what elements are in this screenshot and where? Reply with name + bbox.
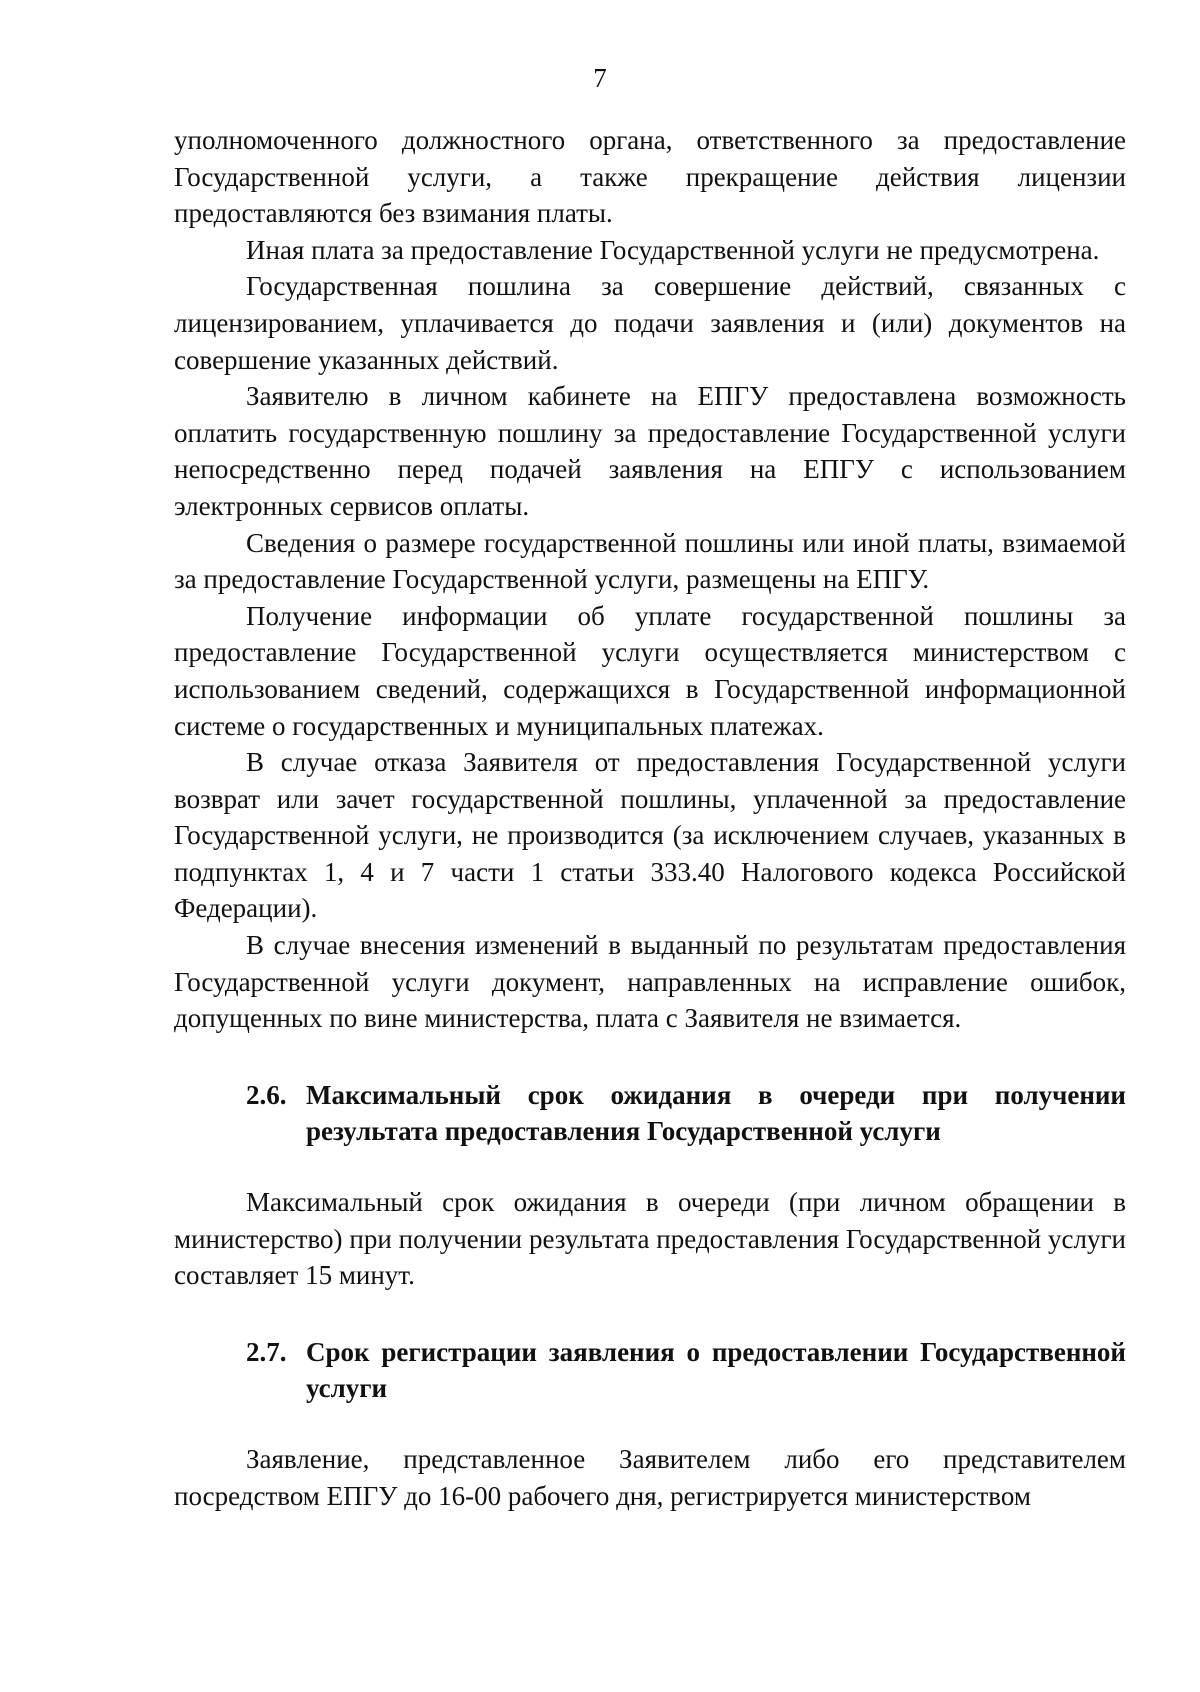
page-number: 7 xyxy=(593,63,607,93)
section-2-7-number: 2.7. xyxy=(246,1336,287,1367)
section-spacer xyxy=(174,1150,1126,1184)
section-2-6-heading xyxy=(174,1077,1126,1150)
paragraph-fee-exemption: уполномоченного должностного органа, ответственного за предоставление Государственной услуги, а также прекращение действия лицензии предоставляются без взимания платы. xyxy=(174,125,1126,229)
section-spacer xyxy=(174,1294,1126,1334)
document-body xyxy=(174,122,1126,1514)
paragraph-state-duty: Государственная пошлина за совершение действий, связанных с лицензированием, уплачивается до подачи заявления и (или) документов на совершение указанных действий. xyxy=(174,271,1126,375)
paragraph-payment-verification: Получение информации об уплате государственной пошлины за предоставление Государственной услуги осуществляется министерством с использованием сведений, содержащихся в Государственной информационной системе о государственных и муниципальных платежах. xyxy=(174,600,1126,741)
section-spacer xyxy=(174,1407,1126,1441)
section-2-7-title: Срок регистрации заявления о предоставлении Государственной услуги xyxy=(306,1336,1126,1404)
paragraph-online-payment: Заявителю в личном кабинете на ЕПГУ предоставлена возможность оплатить государственную пошлину за предоставление Государственной услуги непосредственно перед подачей заявления на ЕПГУ с использованием электронных сервисов оплаты. xyxy=(174,381,1126,521)
section-2-6-title: Максимальный срок ожидания в очереди при получении результата предоставления Государственной услуги xyxy=(306,1079,1126,1147)
section-2-7-body: Заявление, представленное Заявителем либо его представителем посредством ЕПГУ до 16-00 рабочего дня, регистрируется министерством xyxy=(174,1444,1126,1511)
section-spacer xyxy=(174,1037,1126,1077)
paragraph-refund-policy: В случае отказа Заявителя от предоставления Государственной услуги возврат или зачет государственной пошлины, уплаченной за предоставление Государственной услуги, не производится (за исключением случаев, указанных в подпунктах 1, 4 и 7 части 1 статьи 333.40 Налогового кодекса Российской Федерации). xyxy=(174,747,1126,924)
section-2-6-body: Максимальный срок ожидания в очереди (при личном обращении в министерство) при получении результата предоставления Государственной услуги составляет 15 минут. xyxy=(174,1187,1126,1291)
paragraph-fee-information: Сведения о размере государственной пошлины или иной платы, взимаемой за предоставление Государственной услуги, размещены на ЕПГУ. xyxy=(174,527,1126,595)
section-2-6-number: 2.6. xyxy=(246,1079,287,1110)
paragraph-corrections-free: В случае внесения изменений в выданный по результатам предоставления Государственной услуги документ, направленных на исправление ошибок, допущенных по вине министерства, плата с Заявителя не взимается. xyxy=(174,930,1126,1034)
section-2-7-heading xyxy=(174,1334,1126,1407)
paragraph-no-other-fee: Иная плата за предоставление Государственной услуги не предусмотрена. xyxy=(246,234,1100,265)
